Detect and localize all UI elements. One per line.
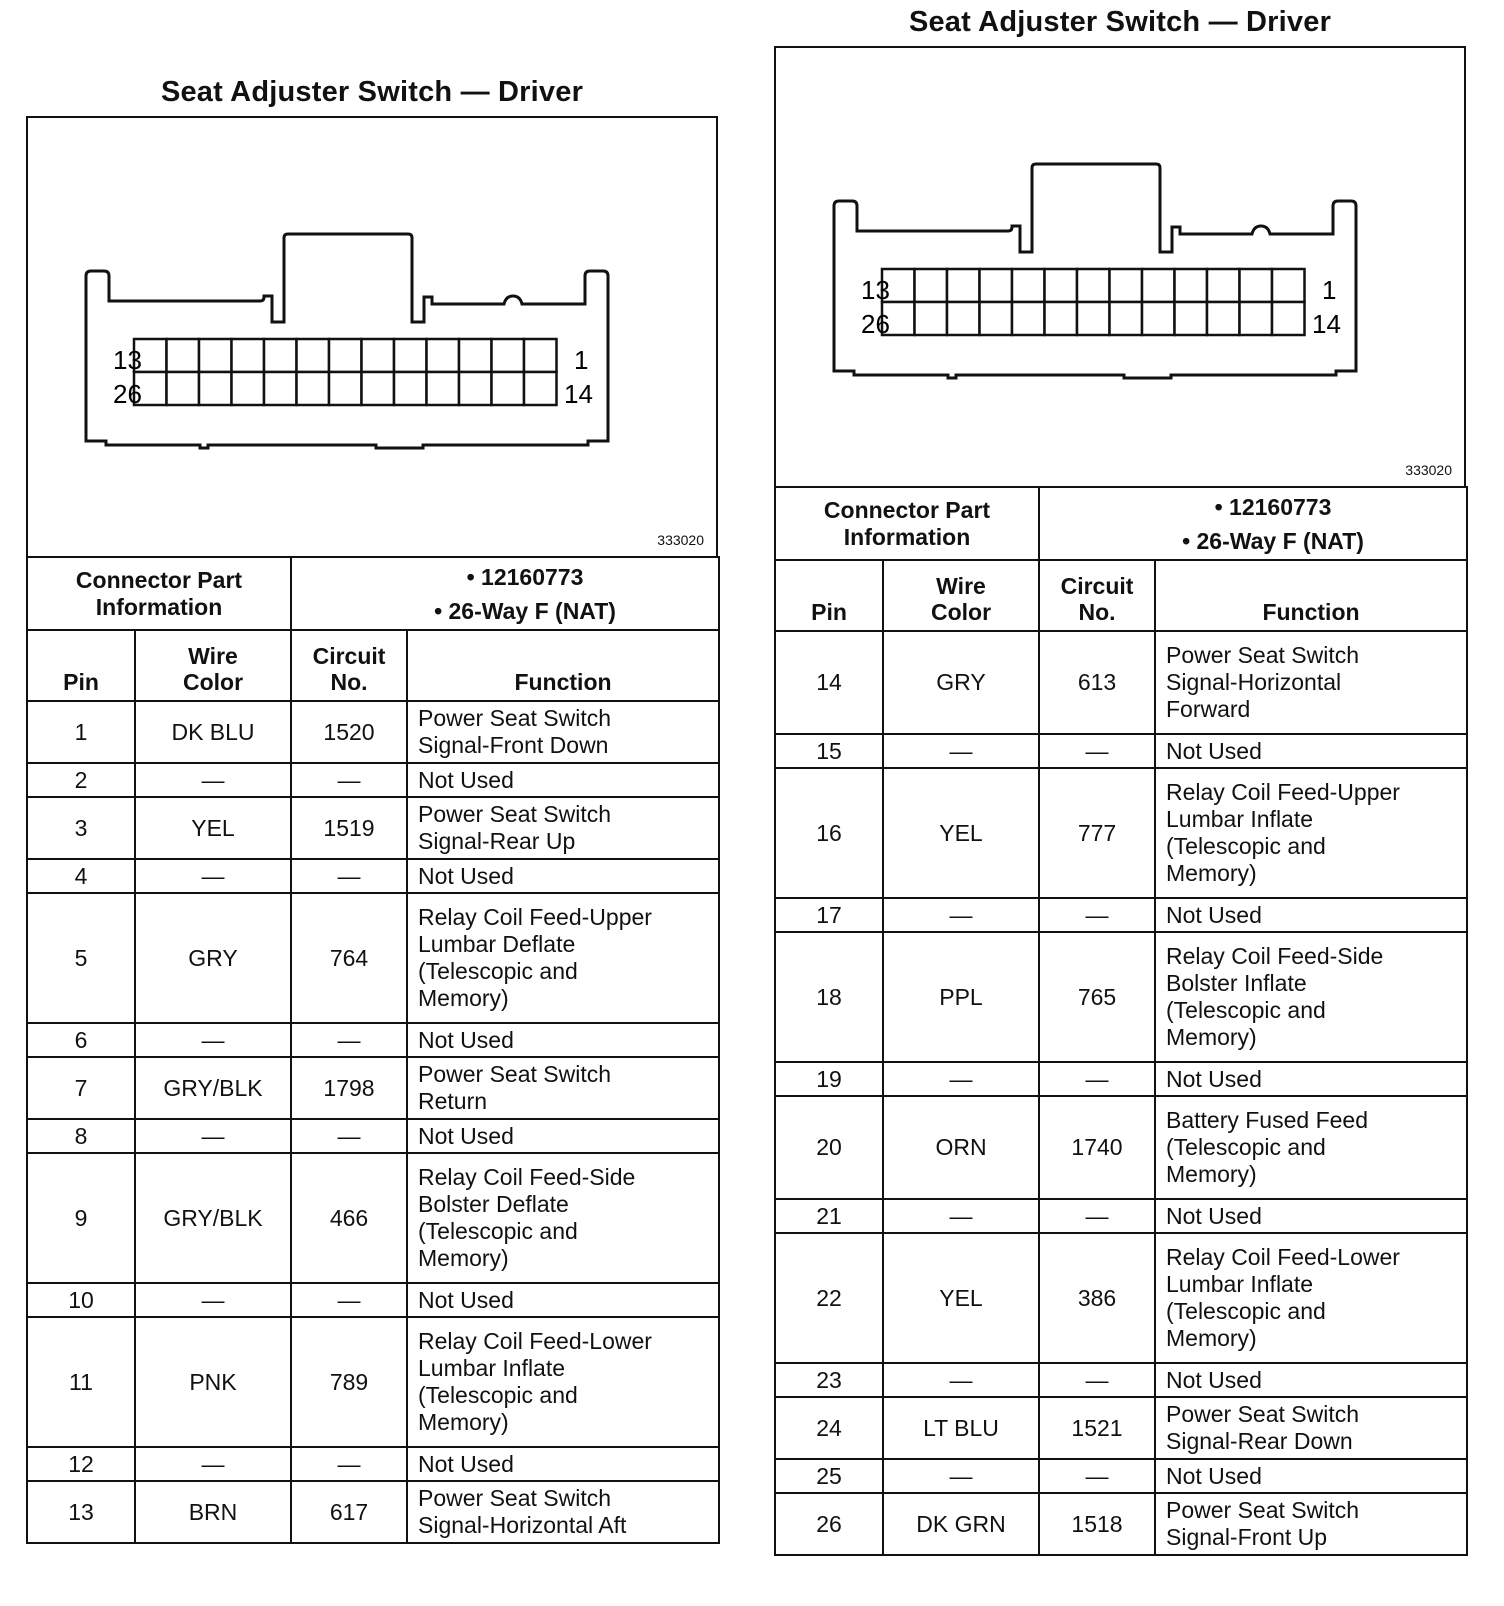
pin-cavity — [1077, 269, 1110, 302]
pin-cavity — [1175, 269, 1208, 302]
pin-cell: 18 — [775, 932, 883, 1062]
wire-color-cell: GRY/BLK — [135, 1153, 291, 1283]
pin-cavity — [1012, 269, 1045, 302]
function-line: (Telescopic and — [418, 1382, 578, 1408]
circuit-cell: — — [291, 1283, 407, 1317]
pin-cavity — [362, 339, 395, 372]
connector-diagram — [28, 118, 716, 556]
function-line: Memory) — [418, 985, 509, 1011]
table-row — [27, 1283, 719, 1317]
table-row — [27, 1481, 719, 1543]
pin-cell: 15 — [775, 734, 883, 768]
function-cell — [407, 1153, 719, 1283]
left-panel — [26, 0, 718, 1606]
function-line: Not Used — [1166, 1366, 1262, 1393]
col-header-pin: Pin — [27, 630, 135, 701]
table-row — [775, 734, 1467, 768]
pin-cell: 16 — [775, 768, 883, 898]
table-row — [775, 1397, 1467, 1459]
pin-cavity — [1012, 302, 1045, 335]
pin-table — [26, 629, 720, 1544]
table-row — [27, 1057, 719, 1119]
pin-cavity — [459, 372, 492, 405]
circuit-cell: 764 — [291, 893, 407, 1023]
pin-cavity — [1142, 269, 1175, 302]
circuit-cell: 789 — [291, 1317, 407, 1447]
pin-cell: 21 — [775, 1199, 883, 1233]
function-line: Not Used — [418, 766, 514, 793]
pin-cavity — [947, 302, 980, 335]
figure-number: 333020 — [1405, 462, 1452, 478]
table-row — [27, 701, 719, 763]
pin-cell: 2 — [27, 763, 135, 797]
wire-color-cell: GRY — [883, 631, 1039, 734]
function-cell — [407, 893, 719, 1023]
wire-color-cell: — — [883, 734, 1039, 768]
function-line: Power Seat Switch — [418, 1061, 612, 1087]
pin-cell: 6 — [27, 1023, 135, 1057]
function-line: Battery Fused Feed — [1166, 1107, 1368, 1133]
function-line: Relay Coil Feed-Side — [1166, 943, 1384, 969]
function-line: Return — [418, 1088, 488, 1114]
function-line: Memory) — [1166, 1024, 1257, 1050]
function-cell — [407, 797, 719, 859]
table-row — [775, 1363, 1467, 1397]
table-row — [775, 1233, 1467, 1363]
col-header-pin: Pin — [775, 560, 883, 631]
connector-diagram — [776, 48, 1464, 486]
pin-cell: 11 — [27, 1317, 135, 1447]
circuit-cell: — — [291, 763, 407, 797]
function-cell — [407, 1481, 719, 1543]
pin-cavity — [1272, 302, 1305, 335]
pin-cavity — [167, 339, 200, 372]
table-row — [775, 898, 1467, 932]
pin-cavity — [1207, 269, 1240, 302]
table-row — [27, 1317, 719, 1447]
table-row — [775, 768, 1467, 898]
wire-color-cell: — — [883, 1199, 1039, 1233]
col-header-wire-color: Wire Color — [883, 560, 1039, 631]
wire-color-cell: DK BLU — [135, 701, 291, 763]
pin-cavity — [1077, 302, 1110, 335]
pin-cell: 9 — [27, 1153, 135, 1283]
connector-figure — [774, 46, 1466, 488]
function-line: Forward — [1166, 696, 1251, 722]
wire-color-cell: — — [883, 1459, 1039, 1493]
pin-cavity — [915, 302, 948, 335]
wire-color-cell: YEL — [135, 797, 291, 859]
function-line: Not Used — [418, 862, 514, 889]
function-cell — [1155, 1493, 1467, 1555]
pin-cavity — [264, 339, 297, 372]
circuit-cell: — — [291, 1447, 407, 1481]
function-line: Not Used — [418, 1286, 514, 1313]
function-line: Signal-Rear Down — [1166, 1428, 1353, 1454]
connector-part-info — [774, 486, 1468, 561]
function-line: Not Used — [418, 1450, 514, 1477]
function-cell — [407, 1283, 719, 1317]
function-cell — [407, 701, 719, 763]
table-row — [775, 1199, 1467, 1233]
function-line: Not Used — [1166, 1202, 1262, 1229]
circuit-cell: 1519 — [291, 797, 407, 859]
function-line: (Telescopic and — [1166, 1298, 1326, 1324]
pin-cell: 14 — [775, 631, 883, 734]
row-label-13: 13 — [113, 345, 142, 375]
function-line: Not Used — [1166, 901, 1262, 928]
function-cell — [1155, 734, 1467, 768]
function-line: Power Seat Switch — [418, 1485, 612, 1511]
circuit-cell: 1521 — [1039, 1397, 1155, 1459]
wire-color-cell: GRY/BLK — [135, 1057, 291, 1119]
pin-cavity — [394, 339, 427, 372]
wire-color-cell: — — [135, 859, 291, 893]
pin-cell: 22 — [775, 1233, 883, 1363]
function-line: Power Seat Switch — [1166, 1497, 1360, 1523]
wire-color-cell: PPL — [883, 932, 1039, 1062]
pin-cell: 13 — [27, 1481, 135, 1543]
pin-cavity — [167, 372, 200, 405]
pin-rows — [27, 701, 719, 1543]
circuit-cell: 1518 — [1039, 1493, 1155, 1555]
function-line: Not Used — [1166, 737, 1262, 764]
function-line: Bolster Deflate — [418, 1191, 569, 1217]
function-line: Signal-Front Down — [418, 732, 609, 758]
function-line: Lumbar Deflate — [418, 931, 576, 957]
pin-cavity — [329, 339, 362, 372]
function-cell — [407, 1023, 719, 1057]
function-cell — [407, 763, 719, 797]
function-line: Memory) — [418, 1245, 509, 1271]
connector-info-values — [291, 557, 719, 630]
col-header-wire-color: Wire Color — [135, 630, 291, 701]
circuit-cell: — — [291, 1119, 407, 1153]
wire-color-cell: DK GRN — [883, 1493, 1039, 1555]
function-line: Relay Coil Feed-Upper — [1166, 779, 1400, 805]
pin-cavity — [1142, 302, 1175, 335]
function-cell — [1155, 1363, 1467, 1397]
function-line: Lumbar Inflate — [1166, 1271, 1314, 1297]
function-line: Not Used — [418, 1122, 514, 1149]
pin-cell: 8 — [27, 1119, 135, 1153]
function-cell — [1155, 1397, 1467, 1459]
pin-cell: 5 — [27, 893, 135, 1023]
circuit-cell: — — [1039, 1062, 1155, 1096]
pin-cavity — [362, 372, 395, 405]
pin-cell: 1 — [27, 701, 135, 763]
table-row — [27, 1447, 719, 1481]
function-cell — [407, 1119, 719, 1153]
pin-cavity — [297, 339, 330, 372]
wire-color-cell: YEL — [883, 768, 1039, 898]
function-line: Power Seat Switch — [418, 705, 612, 731]
connector-info-label: Connector Part Information — [27, 557, 291, 630]
pin-cavity — [1272, 269, 1305, 302]
pin-cavity — [1110, 302, 1143, 335]
pin-rows — [775, 631, 1467, 1555]
circuit-cell: 613 — [1039, 631, 1155, 734]
wire-color-cell: GRY — [135, 893, 291, 1023]
pin-cavity — [232, 339, 265, 372]
pin-cell: 12 — [27, 1447, 135, 1481]
pin-cell: 7 — [27, 1057, 135, 1119]
row-label-26: 26 — [861, 309, 890, 339]
function-line: Lumbar Inflate — [1166, 806, 1314, 832]
pin-cavity — [980, 302, 1013, 335]
row-label-14: 14 — [1312, 309, 1341, 339]
function-line: Lumbar Inflate — [418, 1355, 566, 1381]
circuit-cell: 1798 — [291, 1057, 407, 1119]
table-row — [775, 932, 1467, 1062]
panel-title: Seat Adjuster Switch — Driver — [908, 6, 1332, 38]
connector-part-info — [26, 556, 720, 631]
function-line: Bolster Inflate — [1166, 970, 1307, 996]
figure-number: 333020 — [657, 532, 704, 548]
col-header-function: Function — [407, 630, 719, 701]
pin-cavity — [199, 339, 232, 372]
pin-cell: 24 — [775, 1397, 883, 1459]
wire-color-cell: — — [135, 763, 291, 797]
function-cell — [1155, 631, 1467, 734]
function-cell — [1155, 1233, 1467, 1363]
pin-cavities — [134, 339, 557, 405]
pin-cavity — [329, 372, 362, 405]
connector-type: • 26-Way F (NAT) — [434, 597, 616, 624]
circuit-cell: — — [1039, 898, 1155, 932]
circuit-cell: — — [291, 859, 407, 893]
function-line: Power Seat Switch — [1166, 642, 1360, 668]
function-line: (Telescopic and — [1166, 1134, 1326, 1160]
circuit-cell: — — [1039, 1459, 1155, 1493]
wire-color-cell: — — [135, 1119, 291, 1153]
circuit-cell: 617 — [291, 1481, 407, 1543]
wire-color-cell: LT BLU — [883, 1397, 1039, 1459]
pin-cavity — [492, 339, 525, 372]
pin-cavity — [297, 372, 330, 405]
part-number: • 12160773 — [466, 563, 584, 590]
row-label-1: 1 — [1322, 275, 1337, 305]
table-row — [775, 1493, 1467, 1555]
pin-cavity — [524, 372, 557, 405]
function-line: Power Seat Switch — [1166, 1401, 1360, 1427]
pin-cell: 26 — [775, 1493, 883, 1555]
function-line: Not Used — [1166, 1065, 1262, 1092]
function-cell — [1155, 768, 1467, 898]
table-row — [27, 1119, 719, 1153]
function-line: Signal-Horizontal — [1166, 669, 1342, 695]
wire-color-cell: — — [883, 1062, 1039, 1096]
connector-figure — [26, 116, 718, 558]
pin-cavity — [947, 269, 980, 302]
wire-color-cell: — — [135, 1283, 291, 1317]
col-header-function: Function — [1155, 560, 1467, 631]
panel-title: Seat Adjuster Switch — Driver — [160, 76, 584, 108]
function-line: Power Seat Switch — [418, 801, 612, 827]
function-line: Memory) — [1166, 1325, 1257, 1351]
function-line: Relay Coil Feed-Upper — [418, 904, 652, 930]
pin-cavity — [427, 372, 460, 405]
row-label-26: 26 — [113, 379, 142, 409]
row-label-14: 14 — [564, 379, 593, 409]
function-cell — [407, 859, 719, 893]
circuit-cell: 386 — [1039, 1233, 1155, 1363]
pin-cavity — [232, 372, 265, 405]
pin-cavity — [1240, 302, 1273, 335]
function-cell — [1155, 1062, 1467, 1096]
right-panel — [774, 0, 1466, 1606]
table-row — [27, 1023, 719, 1057]
pin-cavity — [394, 372, 427, 405]
pin-cell: 19 — [775, 1062, 883, 1096]
function-cell — [1155, 1096, 1467, 1199]
pin-cell: 3 — [27, 797, 135, 859]
table-row — [775, 631, 1467, 734]
pin-cavity — [1045, 269, 1078, 302]
circuit-cell: 1740 — [1039, 1096, 1155, 1199]
table-row — [775, 1459, 1467, 1493]
function-cell — [1155, 1199, 1467, 1233]
pin-cavity — [264, 372, 297, 405]
circuit-cell: — — [1039, 1199, 1155, 1233]
function-line: Not Used — [418, 1026, 514, 1053]
pin-cell: 20 — [775, 1096, 883, 1199]
function-line: Signal-Front Up — [1166, 1524, 1328, 1550]
pin-table — [774, 559, 1468, 1556]
pin-cavity — [980, 269, 1013, 302]
wire-color-cell: — — [135, 1023, 291, 1057]
part-number: • 12160773 — [1214, 493, 1332, 520]
circuit-cell: 1520 — [291, 701, 407, 763]
circuit-cell: 466 — [291, 1153, 407, 1283]
pin-cell: 10 — [27, 1283, 135, 1317]
function-line: Signal-Horizontal Aft — [418, 1512, 627, 1538]
col-header-circuit: Circuit No. — [1039, 560, 1155, 631]
table-row — [27, 797, 719, 859]
connector-type: • 26-Way F (NAT) — [1182, 527, 1364, 554]
pin-cell: 17 — [775, 898, 883, 932]
function-cell — [1155, 932, 1467, 1062]
function-line: Memory) — [1166, 860, 1257, 886]
pin-cavity — [427, 339, 460, 372]
function-line: Not Used — [1166, 1462, 1262, 1489]
table-row — [775, 1096, 1467, 1199]
wire-color-cell: ORN — [883, 1096, 1039, 1199]
pin-cell: 23 — [775, 1363, 883, 1397]
function-cell — [1155, 1459, 1467, 1493]
function-line: (Telescopic and — [1166, 833, 1326, 859]
table-row — [27, 763, 719, 797]
function-line: Relay Coil Feed-Lower — [418, 1328, 652, 1354]
function-cell — [407, 1447, 719, 1481]
pin-cavities — [882, 269, 1305, 335]
table-row — [27, 859, 719, 893]
pin-cavity — [492, 372, 525, 405]
pin-cavity — [459, 339, 492, 372]
function-line: Memory) — [418, 1409, 509, 1435]
row-label-1: 1 — [574, 345, 589, 375]
table-row — [27, 893, 719, 1023]
table-row — [27, 1153, 719, 1283]
function-line: Relay Coil Feed-Lower — [1166, 1244, 1400, 1270]
function-line: Relay Coil Feed-Side — [418, 1164, 636, 1190]
wire-color-cell: BRN — [135, 1481, 291, 1543]
connector-info-values — [1039, 487, 1467, 560]
wire-color-cell: — — [883, 898, 1039, 932]
wire-color-cell: YEL — [883, 1233, 1039, 1363]
circuit-cell: — — [291, 1023, 407, 1057]
pin-cavity — [1175, 302, 1208, 335]
col-header-circuit: Circuit No. — [291, 630, 407, 701]
function-line: (Telescopic and — [418, 958, 578, 984]
connector-info-label: Connector Part Information — [775, 487, 1039, 560]
wire-color-cell: — — [883, 1363, 1039, 1397]
circuit-cell: — — [1039, 734, 1155, 768]
function-line: (Telescopic and — [418, 1218, 578, 1244]
function-cell — [1155, 898, 1467, 932]
function-cell — [407, 1317, 719, 1447]
pin-cavity — [199, 372, 232, 405]
circuit-cell: 777 — [1039, 768, 1155, 898]
pin-cavity — [524, 339, 557, 372]
pin-cavity — [1110, 269, 1143, 302]
function-line: Signal-Rear Up — [418, 828, 576, 854]
pin-cavity — [915, 269, 948, 302]
function-cell — [407, 1057, 719, 1119]
pin-cavity — [1207, 302, 1240, 335]
wire-color-cell: PNK — [135, 1317, 291, 1447]
circuit-cell: 765 — [1039, 932, 1155, 1062]
function-line: Memory) — [1166, 1161, 1257, 1187]
table-row — [775, 1062, 1467, 1096]
pin-cavity — [1045, 302, 1078, 335]
pin-cavity — [1240, 269, 1273, 302]
wire-color-cell: — — [135, 1447, 291, 1481]
function-line: (Telescopic and — [1166, 997, 1326, 1023]
row-label-13: 13 — [861, 275, 890, 305]
pin-cell: 25 — [775, 1459, 883, 1493]
circuit-cell: — — [1039, 1363, 1155, 1397]
pin-cell: 4 — [27, 859, 135, 893]
